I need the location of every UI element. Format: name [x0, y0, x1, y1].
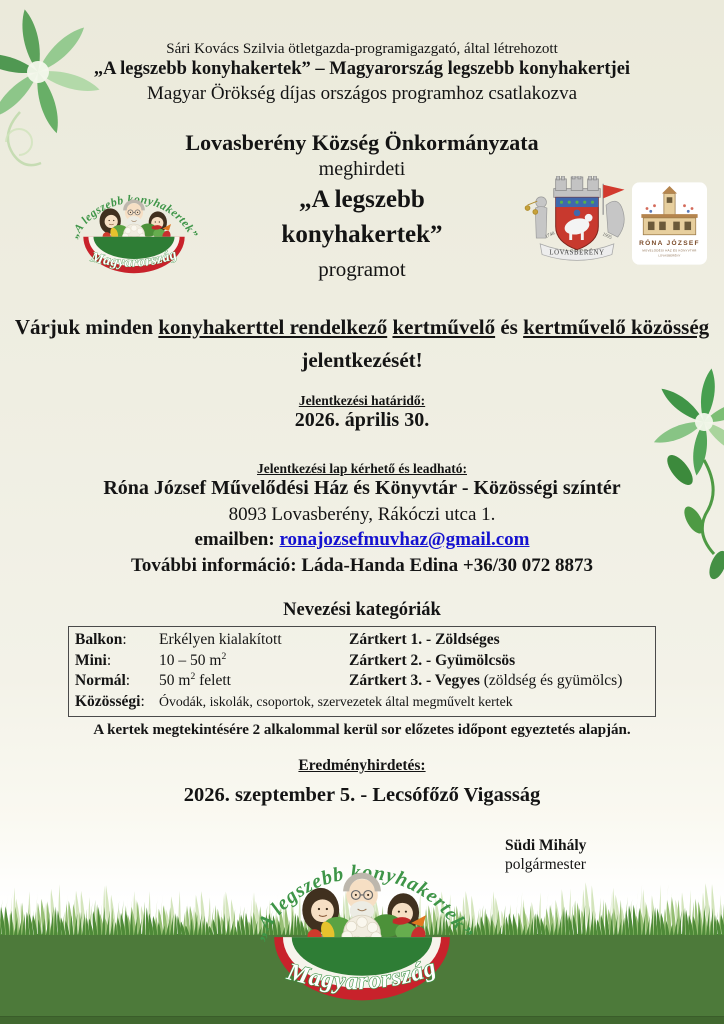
announce-verb: meghirdeti	[318, 158, 406, 180]
deadline-date: 2026. április 30.	[294, 409, 430, 431]
category-zartkert: Zártkert 2. - Gyümölcsös	[349, 651, 516, 669]
program-title-line2: konyhakertek”	[281, 221, 443, 248]
category-desc-community: Óvodák, iskolák, csoportok, szervezetek által megművelt kertek	[159, 693, 513, 709]
call-seg-underlined: kertművelő közösség	[523, 315, 710, 339]
deadline-label: Jelentkezési határidő:	[298, 393, 426, 408]
results-event: 2026. szeptember 5. - Lecsófőző Vigasság	[183, 784, 541, 806]
footer-bottom-strip	[0, 1016, 724, 1024]
call-seg-underlined: konyhakerttel rendelkező	[158, 315, 388, 339]
call-seg-underlined: kertművelő	[392, 315, 496, 339]
category-desc: Erkélyen kialakított	[159, 631, 282, 648]
header-program-title: „A legszebb konyhakertek” – Magyarország legszebb konyhakertjei	[93, 59, 631, 79]
application-form-label: Jelentkezési lap kérhető és leadható:	[257, 461, 467, 476]
email-line	[0, 529, 724, 551]
category-label: Normál:	[75, 672, 131, 689]
visit-note: A kertek megtekintésére 2 alkalommal kerül sor előzetes időpont egyeztetés alapján.	[93, 722, 631, 738]
call-for-applications	[0, 311, 724, 377]
venue-address: 8093 Lovasberény, Rákóczi utca 1.	[228, 504, 496, 525]
category-zartkert: Zártkert 3. - Vegyes (zöldség és gyümölcs)	[349, 672, 623, 689]
category-label: Balkon:	[75, 631, 127, 648]
call-seg: Várjuk minden	[14, 315, 159, 339]
program-title-line1: „A legszebb	[299, 186, 425, 213]
category-desc: 10 – 50 $m^2$	[159, 650, 227, 669]
konyhakertek-logo-large	[230, 808, 494, 1010]
categories-title: Nevezési kategóriák	[283, 600, 441, 620]
email-label: emailben:	[194, 529, 280, 550]
category-desc: 50 $m^2$ felett	[159, 670, 231, 689]
category-label: Mini:	[75, 651, 112, 669]
call-seg: jelentkezését!	[301, 348, 423, 372]
mayor-name: Südi Mihály	[505, 837, 587, 854]
categories-table	[68, 626, 656, 717]
header-creator-line: Sári Kovács Szilvia ötletgazda-programigazgató, által létrehozott	[166, 41, 558, 57]
call-seg: és	[495, 315, 524, 339]
header-heritage-line: Magyar Örökség díjas országos programhoz csatlakozva	[147, 83, 577, 104]
municipality-name: Lovasberény Község Önkormányzata	[185, 130, 539, 155]
contact-info-line: További információ: Láda-Handa Edina +36/30 072 8873	[131, 555, 593, 576]
category-zartkert: Zártkert 1. - Zöldséges	[349, 631, 500, 648]
category-label: Közösségi:	[75, 692, 145, 710]
mayor-title: polgármester	[505, 856, 586, 873]
signature-block	[505, 836, 586, 874]
results-label: Eredményhirdetés:	[298, 757, 426, 774]
email-link[interactable]: ronajozsefmuvhaz@gmail.com	[279, 529, 530, 550]
venue-name: Róna József Művelődési Ház és Könyvtár - Közösségi színtér	[103, 477, 621, 499]
program-suffix: programot	[318, 257, 406, 281]
